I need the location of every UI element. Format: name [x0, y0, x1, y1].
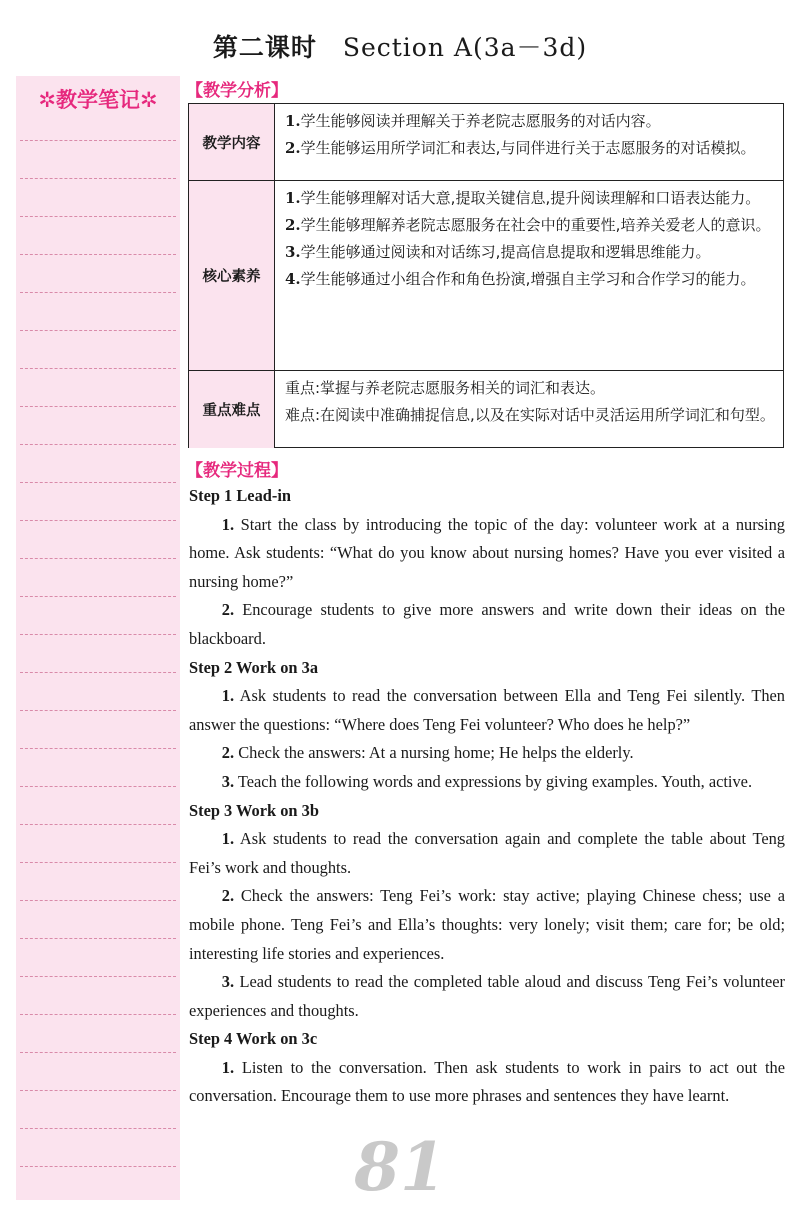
sidebar-rule-line [20, 1166, 176, 1167]
lesson-title-en: Section A(3a－3d) [342, 33, 588, 62]
list-item: 1.学生能够理解对话大意,提取关键信息,提升阅读理解和口语表达能力。 [285, 189, 761, 207]
sidebar-rule-line [20, 368, 176, 369]
paragraph: 3. Teach the following words and expressions by giving examples. Youth, active. [221, 771, 753, 791]
row-label: 核心素养 [189, 181, 275, 370]
sidebar-rule-line [20, 216, 176, 217]
table-row [189, 180, 783, 370]
teaching-process [189, 482, 785, 1111]
sidebar-rule-line [20, 824, 176, 825]
sidebar-rule-line [20, 748, 176, 749]
sidebar-rule-line [20, 938, 176, 939]
sidebar-rule-line [20, 634, 176, 635]
analysis-heading: 【教学分析】 [186, 81, 288, 101]
sidebar-rule-line [20, 862, 176, 863]
paragraph: 1. Listen to the conversation. Then ask students to work in pairs to act out the conversation. Encourage them to use more phrases and sentences they have learnt. [189, 1057, 785, 1106]
row-content [285, 375, 777, 429]
paragraph: 1. Ask students to read the conversation again and complete the table about Teng Fei’s work and thoughts. [189, 829, 785, 877]
list-item: 4.学生能够通过小组合作和角色扮演,增强自主学习和合作学习的能力。 [285, 270, 756, 288]
list-item: 1.学生能够阅读并理解关于养老院志愿服务的对话内容。 [285, 112, 661, 130]
step-title: Step 4 Work on 3c [189, 1029, 318, 1049]
step-title: Step 3 Work on 3b [189, 800, 319, 820]
process-heading: 【教学过程】 [186, 461, 288, 481]
page-title [0, 28, 800, 64]
row-content [285, 108, 777, 162]
sidebar-rule-line [20, 406, 176, 407]
sidebar-rule-line [20, 976, 176, 977]
paragraph: 1. Ask students to read the conversation between Ella and Teng Fei silently. Then answer the questions: “Where does Teng Fei volunteer? Who does he help?” [189, 686, 785, 734]
paragraph: 2. Encourage students to give more answers and write down their ideas on the blackboard. [189, 600, 785, 648]
table-row [189, 104, 783, 180]
sidebar-rule-line [20, 178, 176, 179]
lesson-title-cn: 第二课时 [212, 33, 317, 62]
sidebar-rule-line [20, 1090, 176, 1091]
list-item: 3.学生能够通过阅读和对话练习,提高信息提取和逻辑思维能力。 [285, 243, 711, 261]
list-item: 2.学生能够理解养老院志愿服务在社会中的重要性,培养关爱老人的意识。 [285, 216, 771, 234]
sidebar-rule-line [20, 1128, 176, 1129]
list-item: 难点:在阅读中准确捕捉信息,以及在实际对话中灵活运用所学词汇和句型。 [285, 406, 775, 424]
paragraph: 1. Start the class by introducing the topic of the day: volunteer work at a nursing home. Ask students: “What do you know about nursing homes? Have you ever visited a nursing home?” [189, 514, 785, 591]
sidebar-rule-line [20, 482, 176, 483]
row-label: 重点难点 [189, 371, 275, 448]
notes-sidebar [16, 76, 180, 1200]
sidebar-rule-line [20, 444, 176, 445]
list-item: 重点:掌握与养老院志愿服务相关的词汇和表达。 [285, 379, 606, 397]
step-title: Step 2 Work on 3a [189, 657, 319, 677]
sidebar-rule-line [20, 140, 176, 141]
analysis-table [188, 103, 784, 448]
list-item: 2.学生能够运用所学词汇和表达,与同伴进行关于志愿服务的对话模拟。 [285, 139, 756, 157]
sidebar-rule-line [20, 1052, 176, 1053]
paragraph: 2. Check the answers: At a nursing home; He helps the elderly. [221, 743, 634, 763]
sidebar-rule-line [20, 558, 176, 559]
paragraph: 2. Check the answers: Teng Fei’s work: stay active; playing Chinese chess; use a mobile phone. Teng Fei’s and Ella’s thoughts: very lonely; visit them; care for; be old; interesting life stories and experiences. [189, 886, 785, 963]
sidebar-title: ✲教学笔记✲ [38, 88, 158, 112]
row-content [285, 185, 777, 293]
sidebar-rule-line [20, 900, 176, 901]
sidebar-rule-line [20, 672, 176, 673]
paragraph: 3. Lead students to read the completed table aloud and discuss Teng Fei’s volunteer experiences and thoughts. [189, 972, 785, 1020]
sidebar-rule-line [20, 1014, 176, 1015]
sidebar-rule-line [20, 330, 176, 331]
sidebar-rule-line [20, 596, 176, 597]
page-number: 81 [354, 1128, 446, 1206]
sidebar-rule-line [20, 292, 176, 293]
sidebar-rule-line [20, 786, 176, 787]
sidebar-rule-line [20, 520, 176, 521]
sidebar-rule-line [20, 254, 176, 255]
table-row [189, 370, 783, 448]
step-title: Step 1 Lead-in [189, 486, 292, 505]
sidebar-rule-line [20, 710, 176, 711]
row-label: 教学内容 [189, 104, 275, 180]
